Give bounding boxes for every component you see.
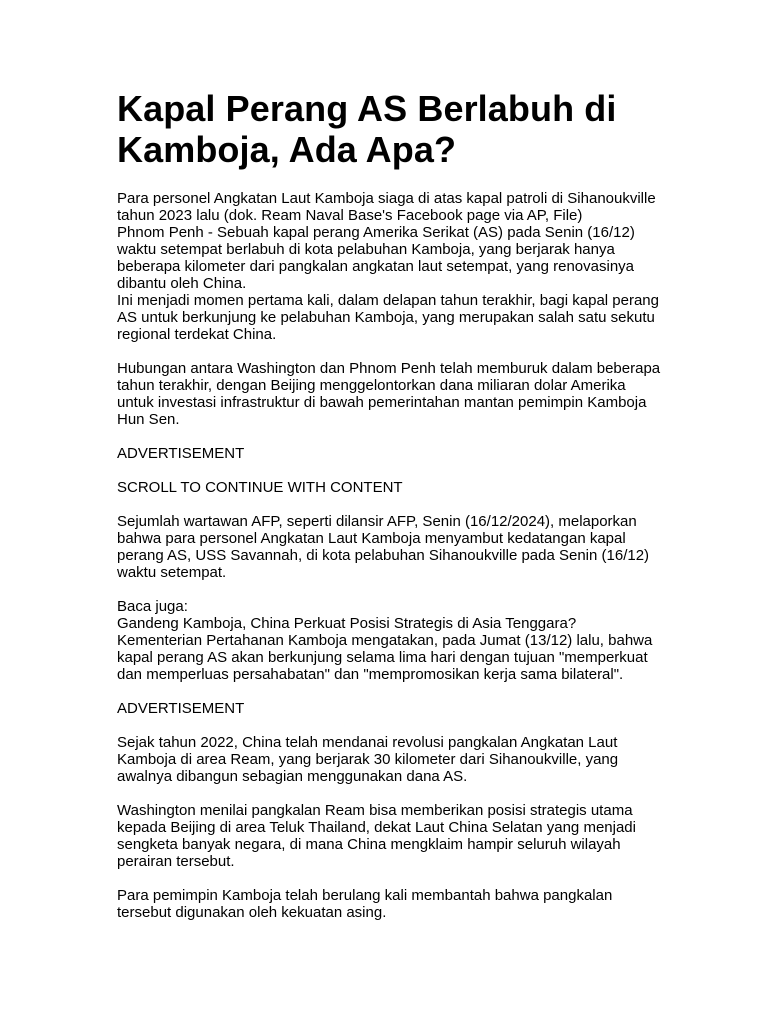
article <box>117 88 662 938</box>
paragraph-4 <box>117 598 662 683</box>
scroll-notice-text: SCROLL TO CONTINUE WITH CONTENT <box>117 479 403 496</box>
read-also-label: Baca juga: <box>117 598 188 615</box>
lead-text: Phnom Penh - Sebuah kapal perang Amerika Serikat (AS) pada Senin (16/12) waktu setempat berlabuh di kota pelabuhan Kamboja, yang berjarak hanya beberapa kilometer dari pangkalan angkatan laut setempat, yang renovasinya dibantu oleh China. <box>117 224 635 292</box>
body-text: Kementerian Pertahanan Kamboja mengatakan, pada Jumat (13/12) lalu, bahwa kapal perang AS akan berkunjung selama lima hari dengan tujuan "memperkuat dan memperluas persahabatan" dan "mempromosikan kerja sama bilateral". <box>117 632 653 683</box>
advertisement-text: ADVERTISEMENT <box>117 700 245 717</box>
body-text: Sejak tahun 2022, China telah mendanai revolusi pangkalan Angkatan Laut Kamboja di area Ream, yang berjarak 30 kilometer dari Sihanoukville, yang awalnya dibangun sebagian menggunakan dana AS. <box>117 734 619 785</box>
body-text: Para pemimpin Kamboja telah berulang kali membantah bahwa pangkalan tersebut digunakan oleh kekuatan asing. <box>117 887 613 921</box>
advertisement-label <box>117 445 662 462</box>
paragraph-7 <box>117 887 662 921</box>
body-text: Washington menilai pangkalan Ream bisa memberikan posisi strategis utama kepada Beijing di area Teluk Thailand, dekat Laut China Selatan yang menjadi sengketa banyak negara, di mana China mengklaim hampir seluruh wilayah perairan tersebut. <box>117 802 636 870</box>
article-title: Kapal Perang AS Berlabuh di Kamboja, Ada Apa? <box>117 88 617 170</box>
paragraph-3 <box>117 513 662 581</box>
advertisement-label <box>117 700 662 717</box>
read-also-link[interactable]: Gandeng Kamboja, China Perkuat Posisi Strategis di Asia Tenggara? <box>117 615 577 632</box>
photo-caption: Para personel Angkatan Laut Kamboja siaga di atas kapal patroli di Sihanoukville tahun 2023 lalu (dok. Ream Naval Base's Facebook page via AP, File) <box>117 190 656 224</box>
paragraph-2 <box>117 360 662 428</box>
body-text: Hubungan antara Washington dan Phnom Penh telah memburuk dalam beberapa tahun terakhir, dengan Beijing menggelontorkan dana miliaran dolar Amerika untuk investasi infrastruktur di bawah pemerintahan mantan pemimpin Kamboja Hun Sen. <box>117 360 661 428</box>
paragraph-1 <box>117 190 662 343</box>
body-text: Ini menjadi momen pertama kali, dalam delapan tahun terakhir, bagi kapal perang AS untuk berkunjung ke pelabuhan Kamboja, yang merupakan salah satu sekutu regional terdekat China. <box>117 292 659 343</box>
paragraph-5 <box>117 734 662 785</box>
body-text: Sejumlah wartawan AFP, seperti dilansir AFP, Senin (16/12/2024), melaporkan bahwa para personel Angkatan Laut Kamboja menyambut kedatangan kapal perang AS, USS Savannah, di kota pelabuhan Sihanoukville pada Senin (16/12) waktu setempat. <box>117 513 650 581</box>
paragraph-6 <box>117 802 662 870</box>
advertisement-text: ADVERTISEMENT <box>117 445 245 462</box>
scroll-notice <box>117 479 662 496</box>
